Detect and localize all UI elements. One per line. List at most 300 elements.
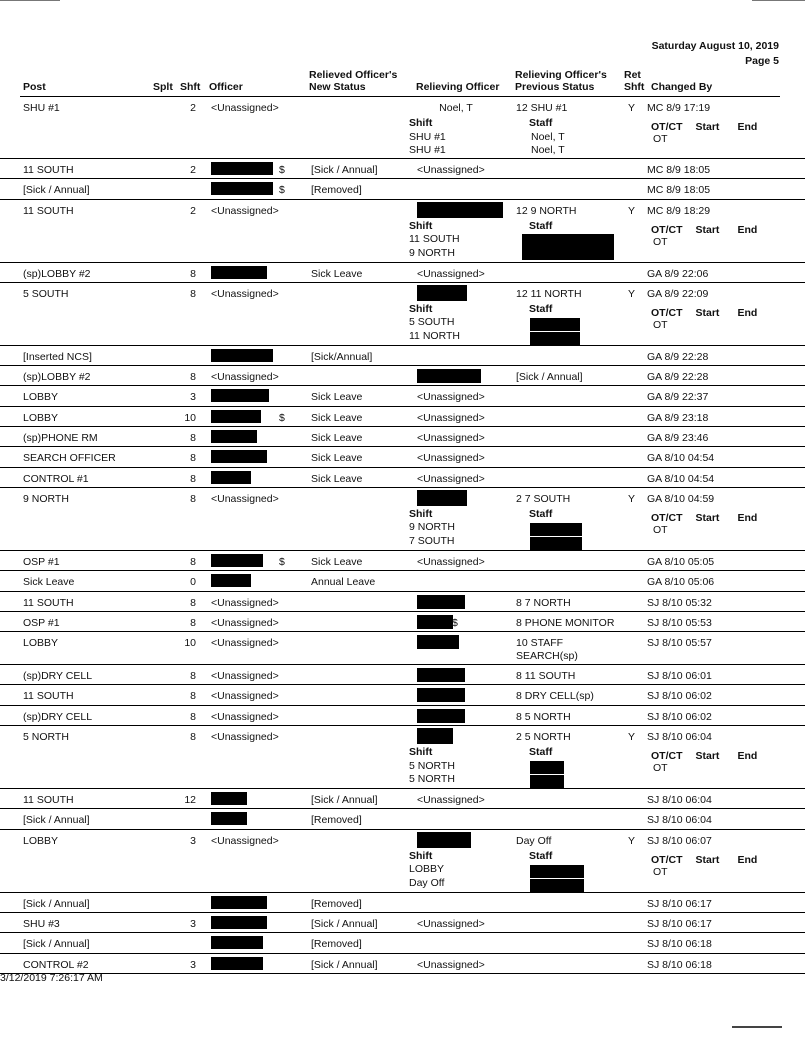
table-row [0,366,805,386]
row-changed-by: GA 8/9 22:09 [647,287,709,300]
top-rule-right [752,0,805,1]
table-row [0,954,805,974]
redaction-block [211,936,263,949]
shift-line: 7 SOUTH [409,534,455,547]
row-changed-by: GA 8/10 05:06 [647,576,715,589]
row-relieving-officer: Noel, T [439,102,473,114]
row-post: LOBBY [23,637,59,650]
otct-label: OT/CT [651,121,683,133]
row-post: 11 SOUTH [23,690,74,703]
row-previous-status: 8 7 NORTH [516,596,571,609]
redaction-block [417,595,465,609]
staff-label: Staff [529,849,553,862]
table-row [0,407,805,427]
otct-header [651,750,757,762]
col-splt: Splt [153,81,173,93]
row-post: OSP #1 [23,555,60,568]
table-row [0,913,805,933]
row-previous-status: 10 STAFF [516,637,564,650]
redaction-block [211,574,251,587]
assignment-table [0,97,805,974]
row-changed-by: SJ 8/10 05:32 [647,596,712,609]
row-relieving-officer: <Unassigned> [417,555,485,568]
row-post: [Inserted NCS] [23,350,92,363]
end-label: End [737,306,758,319]
redaction-block [530,318,580,331]
shift-line: 9 NORTH [409,521,455,534]
otct-header [651,121,757,133]
col-officer: Officer [209,81,243,93]
row-changed-by: GA 8/9 23:46 [647,432,709,445]
otct-label: OT/CT [651,750,683,763]
row-relieving-officer: <Unassigned> [417,432,485,445]
row-post: 5 NORTH [23,731,69,744]
row-post: 11 SOUTH [23,204,74,217]
row-post: (sp)DRY CELL [23,670,93,683]
redaction-block [417,728,453,744]
row-relieving-officer: <Unassigned> [417,917,485,930]
row-post: LOBBY [23,411,59,424]
staff-label: Staff [529,746,553,759]
row-changed-by: SJ 8/10 06:17 [647,897,712,910]
row-ret-shift: Y [628,492,636,505]
shift-line: 11 SOUTH [409,233,460,246]
row-post: (sp)PHONE RM [23,432,98,445]
start-label: Start [695,223,720,236]
row-post: [Sick / Annual] [23,897,90,910]
redaction-block [417,369,481,383]
row-post: SHU #3 [23,917,60,930]
row-officer: <Unassigned> [211,492,279,505]
row-changed-by: SJ 8/10 06:04 [647,794,712,807]
table-row [0,592,805,612]
redaction-block [211,957,263,970]
otct-label: OT/CT [651,306,683,319]
row-officer: <Unassigned> [211,371,279,384]
table-row [0,685,805,705]
col-new-status-l1: Relieved Officer's [309,69,398,81]
redaction-block [211,554,263,567]
row-changed-by: GA 8/9 23:18 [647,411,709,424]
staff-block [529,303,552,317]
col-shft: Shft [180,81,201,93]
row-shft: 8 [190,596,196,609]
start-label: Start [695,511,720,524]
table-row [0,179,805,199]
otct-header [651,512,757,524]
shift-block [409,508,455,549]
row-shft: 8 [190,555,196,568]
shift-line: 9 NORTH [409,246,455,259]
row-shft: 8 [190,472,196,485]
top-rule-left [0,0,60,1]
row-shft: 8 [190,432,196,445]
ot-value: OT [653,133,668,145]
row-new-status: Sick Leave [311,267,363,280]
row-previous-status: [Sick / Annual] [516,371,583,384]
redaction-block [530,775,564,788]
redaction-block [530,523,582,536]
staff-line: Noel, T [531,144,565,156]
row-new-status: [Removed] [311,897,362,910]
row-post: 11 SOUTH [23,596,74,609]
row-shft: 2 [190,164,196,176]
row-shft: 8 [190,267,196,280]
row-relieving-officer: <Unassigned> [417,267,485,280]
table-row [0,706,805,726]
row-previous-status-line2: SEARCH(sp) [516,650,578,663]
table-row [0,726,805,789]
row-shft: 8 [190,710,196,723]
table-row [0,665,805,685]
row-changed-by: SJ 8/10 06:02 [647,690,712,703]
table-row [0,893,805,913]
page-number: Page 5 [745,55,779,67]
shift-block [409,117,446,158]
redaction-block [530,537,582,550]
col-new-status [309,69,397,93]
row-relieving-dollar: $ [452,616,458,629]
staff-line: Noel, T [531,130,565,143]
start-label: Start [695,121,720,133]
redaction-block [530,761,564,774]
redaction-block [417,688,465,702]
row-changed-by: MC 8/9 18:05 [647,164,711,176]
row-shft: 3 [190,834,196,847]
table-row [0,551,805,571]
redaction-block [211,389,269,402]
shift-label: Shift [409,746,433,759]
end-label: End [737,223,758,236]
redaction-block [211,410,261,423]
row-new-status: Sick Leave [311,472,363,485]
end-label: End [737,750,758,763]
redaction-block [211,471,251,484]
shift-line: 11 NORTH [409,329,460,342]
row-shft: 8 [190,371,196,384]
row-officer: <Unassigned> [211,637,279,650]
row-post: Sick Leave [23,576,75,589]
row-previous-status: 12 SHU #1 [516,102,568,114]
otct-label: OT/CT [651,223,683,236]
row-post: 11 SOUTH [23,794,74,807]
redaction-block [417,635,459,649]
redaction-block [417,832,471,848]
row-post: [Sick / Annual] [23,814,90,827]
row-post: 5 SOUTH [23,287,69,300]
row-shft: 8 [190,731,196,744]
row-post: (sp)DRY CELL [23,710,93,723]
row-post: (sp)LOBBY #2 [23,267,91,280]
staff-block [529,508,552,522]
redaction-block [211,182,273,195]
row-new-status: [Sick / Annual] [311,958,378,971]
col-ret-shft-l2: Shft [624,81,645,93]
row-previous-status: 8 11 SOUTH [516,670,576,683]
row-new-status: [Sick / Annual] [311,794,378,807]
row-previous-status: 12 9 NORTH [516,204,577,217]
row-officer-dollar: $ [279,555,285,568]
staff-label: Staff [529,219,553,232]
col-ret-shft [624,69,644,93]
table-row [0,488,805,551]
table-row [0,427,805,447]
redaction-block [211,450,267,463]
row-relieving-officer: <Unassigned> [417,958,485,971]
shift-line: 5 SOUTH [409,316,455,329]
row-new-status: Sick Leave [311,452,363,465]
row-changed-by: GA 8/10 04:59 [647,492,715,505]
start-label: Start [695,853,720,866]
redaction-block [211,349,273,362]
row-post: CONTROL #1 [23,472,89,485]
row-post: SEARCH OFFICER [23,452,116,465]
redaction-block [211,266,267,279]
bottom-rule [732,1026,782,1028]
row-post: [Sick / Annual] [23,184,90,197]
row-changed-by: SJ 8/10 05:57 [647,637,712,650]
otct-label: OT/CT [651,853,683,866]
row-changed-by: SJ 8/10 06:18 [647,938,712,951]
table-row [0,571,805,591]
end-label: End [737,121,758,133]
start-label: Start [695,750,720,763]
row-changed-by: GA 8/9 22:28 [647,371,709,384]
col-prev-status-l2: Previous Status [515,81,595,93]
table-row [0,612,805,632]
row-new-status: [Removed] [311,814,362,827]
row-changed-by: GA 8/9 22:06 [647,267,709,280]
shift-label: Shift [409,849,433,862]
shift-line: Day Off [409,876,445,889]
redaction-block [211,162,273,175]
row-new-status: Sick Leave [311,411,363,424]
row-changed-by: SJ 8/10 06:18 [647,958,712,971]
row-post: 9 NORTH [23,492,69,505]
table-row [0,468,805,488]
otct-header [651,224,757,236]
row-shft: 3 [190,391,196,404]
col-changed-by: Changed By [651,81,713,93]
print-timestamp: 3/12/2019 7:26:17 AM [0,972,103,984]
redaction-block [417,668,465,682]
col-prev-status [515,69,607,93]
row-shft: 10 [184,637,196,650]
row-previous-status: 8 5 NORTH [516,710,571,723]
row-relieving-officer: <Unassigned> [417,164,485,176]
row-changed-by: GA 8/9 22:37 [647,391,709,404]
row-new-status: [Removed] [311,938,362,951]
end-label: End [737,853,758,866]
row-changed-by: SJ 8/10 06:02 [647,710,712,723]
col-new-status-l2: New Status [309,81,366,93]
row-officer: <Unassigned> [211,731,279,744]
row-changed-by: MC 8/9 17:19 [647,102,711,114]
shift-line: 5 NORTH [409,759,455,772]
staff-label: Staff [529,302,553,315]
shift-label: Shift [409,302,433,315]
row-post: LOBBY [23,391,59,404]
shift-label: Shift [409,507,433,520]
table-row [0,632,805,665]
row-relieving-officer: <Unassigned> [417,472,485,485]
redaction-block [530,332,580,345]
row-shft: 8 [190,452,196,465]
col-ret: Ret [624,69,641,81]
col-relieving: Relieving Officer [416,81,500,93]
row-changed-by: MC 8/9 18:05 [647,184,711,197]
row-officer: <Unassigned> [211,596,279,609]
redaction-block [530,879,584,892]
table-row [0,346,805,366]
otct-header [651,854,757,866]
row-officer: <Unassigned> [211,834,279,847]
row-changed-by: SJ 8/10 06:01 [647,670,712,683]
row-relieving-officer: <Unassigned> [417,452,485,465]
redaction-block [211,916,267,929]
row-changed-by: GA 8/10 04:54 [647,452,715,465]
row-new-status: [Removed] [311,184,362,197]
col-prev-status-l1: Relieving Officer's [515,69,607,81]
row-shft: 8 [190,670,196,683]
redaction-block [211,896,267,909]
row-officer: <Unassigned> [211,287,279,300]
row-new-status: [Sick/Annual] [311,350,373,363]
otct-header [651,307,757,319]
report-date: Saturday August 10, 2019 [651,40,779,52]
row-officer: <Unassigned> [211,102,279,114]
row-changed-by: GA 8/10 04:54 [647,472,715,485]
shift-label: Shift [409,117,433,129]
row-post: 11 SOUTH [23,164,74,176]
row-previous-status: Day Off [516,834,552,847]
row-changed-by: SJ 8/10 06:04 [647,814,712,827]
row-post: [Sick / Annual] [23,938,90,951]
row-ret-shift: Y [628,204,636,217]
row-officer: <Unassigned> [211,616,279,629]
row-previous-status: 8 DRY CELL(sp) [516,690,594,703]
table-row [0,809,805,829]
row-previous-status: 2 5 NORTH [516,731,571,744]
row-changed-by: GA 8/9 22:28 [647,350,709,363]
row-shft: 8 [190,492,196,505]
row-post: SHU #1 [23,102,60,114]
row-changed-by: GA 8/10 05:05 [647,555,715,568]
row-post: (sp)LOBBY #2 [23,371,91,384]
otct-label: OT/CT [651,511,683,524]
col-post: Post [23,81,46,93]
staff-label: Staff [529,117,553,129]
row-new-status: Annual Leave [311,576,376,589]
table-row [0,159,805,179]
redaction-block [417,285,467,301]
table-row [0,200,805,263]
shift-block [409,303,460,344]
row-shft: 8 [190,287,196,300]
table-row [0,789,805,809]
row-new-status: [Sick / Annual] [311,917,378,930]
row-new-status: Sick Leave [311,432,363,445]
row-shft: 12 [184,794,196,807]
shift-line: 5 NORTH [409,773,455,786]
redaction-block [417,490,467,506]
row-officer: <Unassigned> [211,690,279,703]
staff-label: Staff [529,507,553,520]
redaction-block [211,792,247,805]
shift-block [409,850,444,891]
row-previous-status: 8 PHONE MONITOR [516,616,615,629]
row-shft: 8 [190,690,196,703]
ot-value: OT [653,318,668,331]
row-officer: <Unassigned> [211,670,279,683]
ot-value: OT [653,235,668,248]
row-relieving-officer: <Unassigned> [417,391,485,404]
row-officer: <Unassigned> [211,204,279,217]
row-shft: 0 [190,576,196,589]
redaction-block [211,430,257,443]
redaction-block [417,202,503,218]
row-shft: 10 [184,411,196,424]
row-officer-dollar: $ [279,164,285,176]
row-ret-shift: Y [628,287,636,300]
row-previous-status: 2 7 SOUTH [516,492,571,505]
shift-line: SHU #1 [409,144,446,156]
staff-block [529,117,565,158]
row-ret-shift: Y [628,834,636,847]
row-changed-by: MC 8/9 18:29 [647,204,711,217]
start-label: Start [695,306,720,319]
row-officer: <Unassigned> [211,710,279,723]
redaction-block [211,812,247,825]
table-row [0,447,805,467]
ot-value: OT [653,523,668,536]
table-row [0,933,805,953]
table-row [0,386,805,406]
table-row [0,97,805,159]
row-shft: 3 [190,958,196,971]
ot-value: OT [653,865,668,878]
table-row [0,263,805,283]
shift-block [409,746,455,787]
row-officer-dollar: $ [279,411,285,424]
row-post: CONTROL #2 [23,958,89,971]
staff-block [529,220,552,234]
staff-block [529,746,552,760]
row-shft: 3 [190,917,196,930]
row-shft: 8 [190,616,196,629]
end-label: End [737,511,758,524]
row-relieving-officer: <Unassigned> [417,411,485,424]
row-changed-by: SJ 8/10 05:53 [647,616,712,629]
row-relieving-officer: <Unassigned> [417,794,485,807]
redaction-block [522,234,614,260]
table-row [0,283,805,346]
row-ret-shift: Y [628,731,636,744]
shift-line: LOBBY [409,863,445,876]
redaction-block [417,615,453,629]
row-changed-by: SJ 8/10 06:17 [647,917,712,930]
row-previous-status: 12 11 NORTH [516,287,582,300]
row-post: OSP #1 [23,616,60,629]
row-new-status: [Sick / Annual] [311,164,378,176]
row-new-status: Sick Leave [311,555,363,568]
table-row [0,830,805,893]
row-changed-by: SJ 8/10 06:04 [647,731,712,744]
row-officer-dollar: $ [279,184,285,197]
row-changed-by: SJ 8/10 06:07 [647,834,712,847]
row-ret-shift: Y [628,102,636,114]
row-shft: 2 [190,204,196,217]
